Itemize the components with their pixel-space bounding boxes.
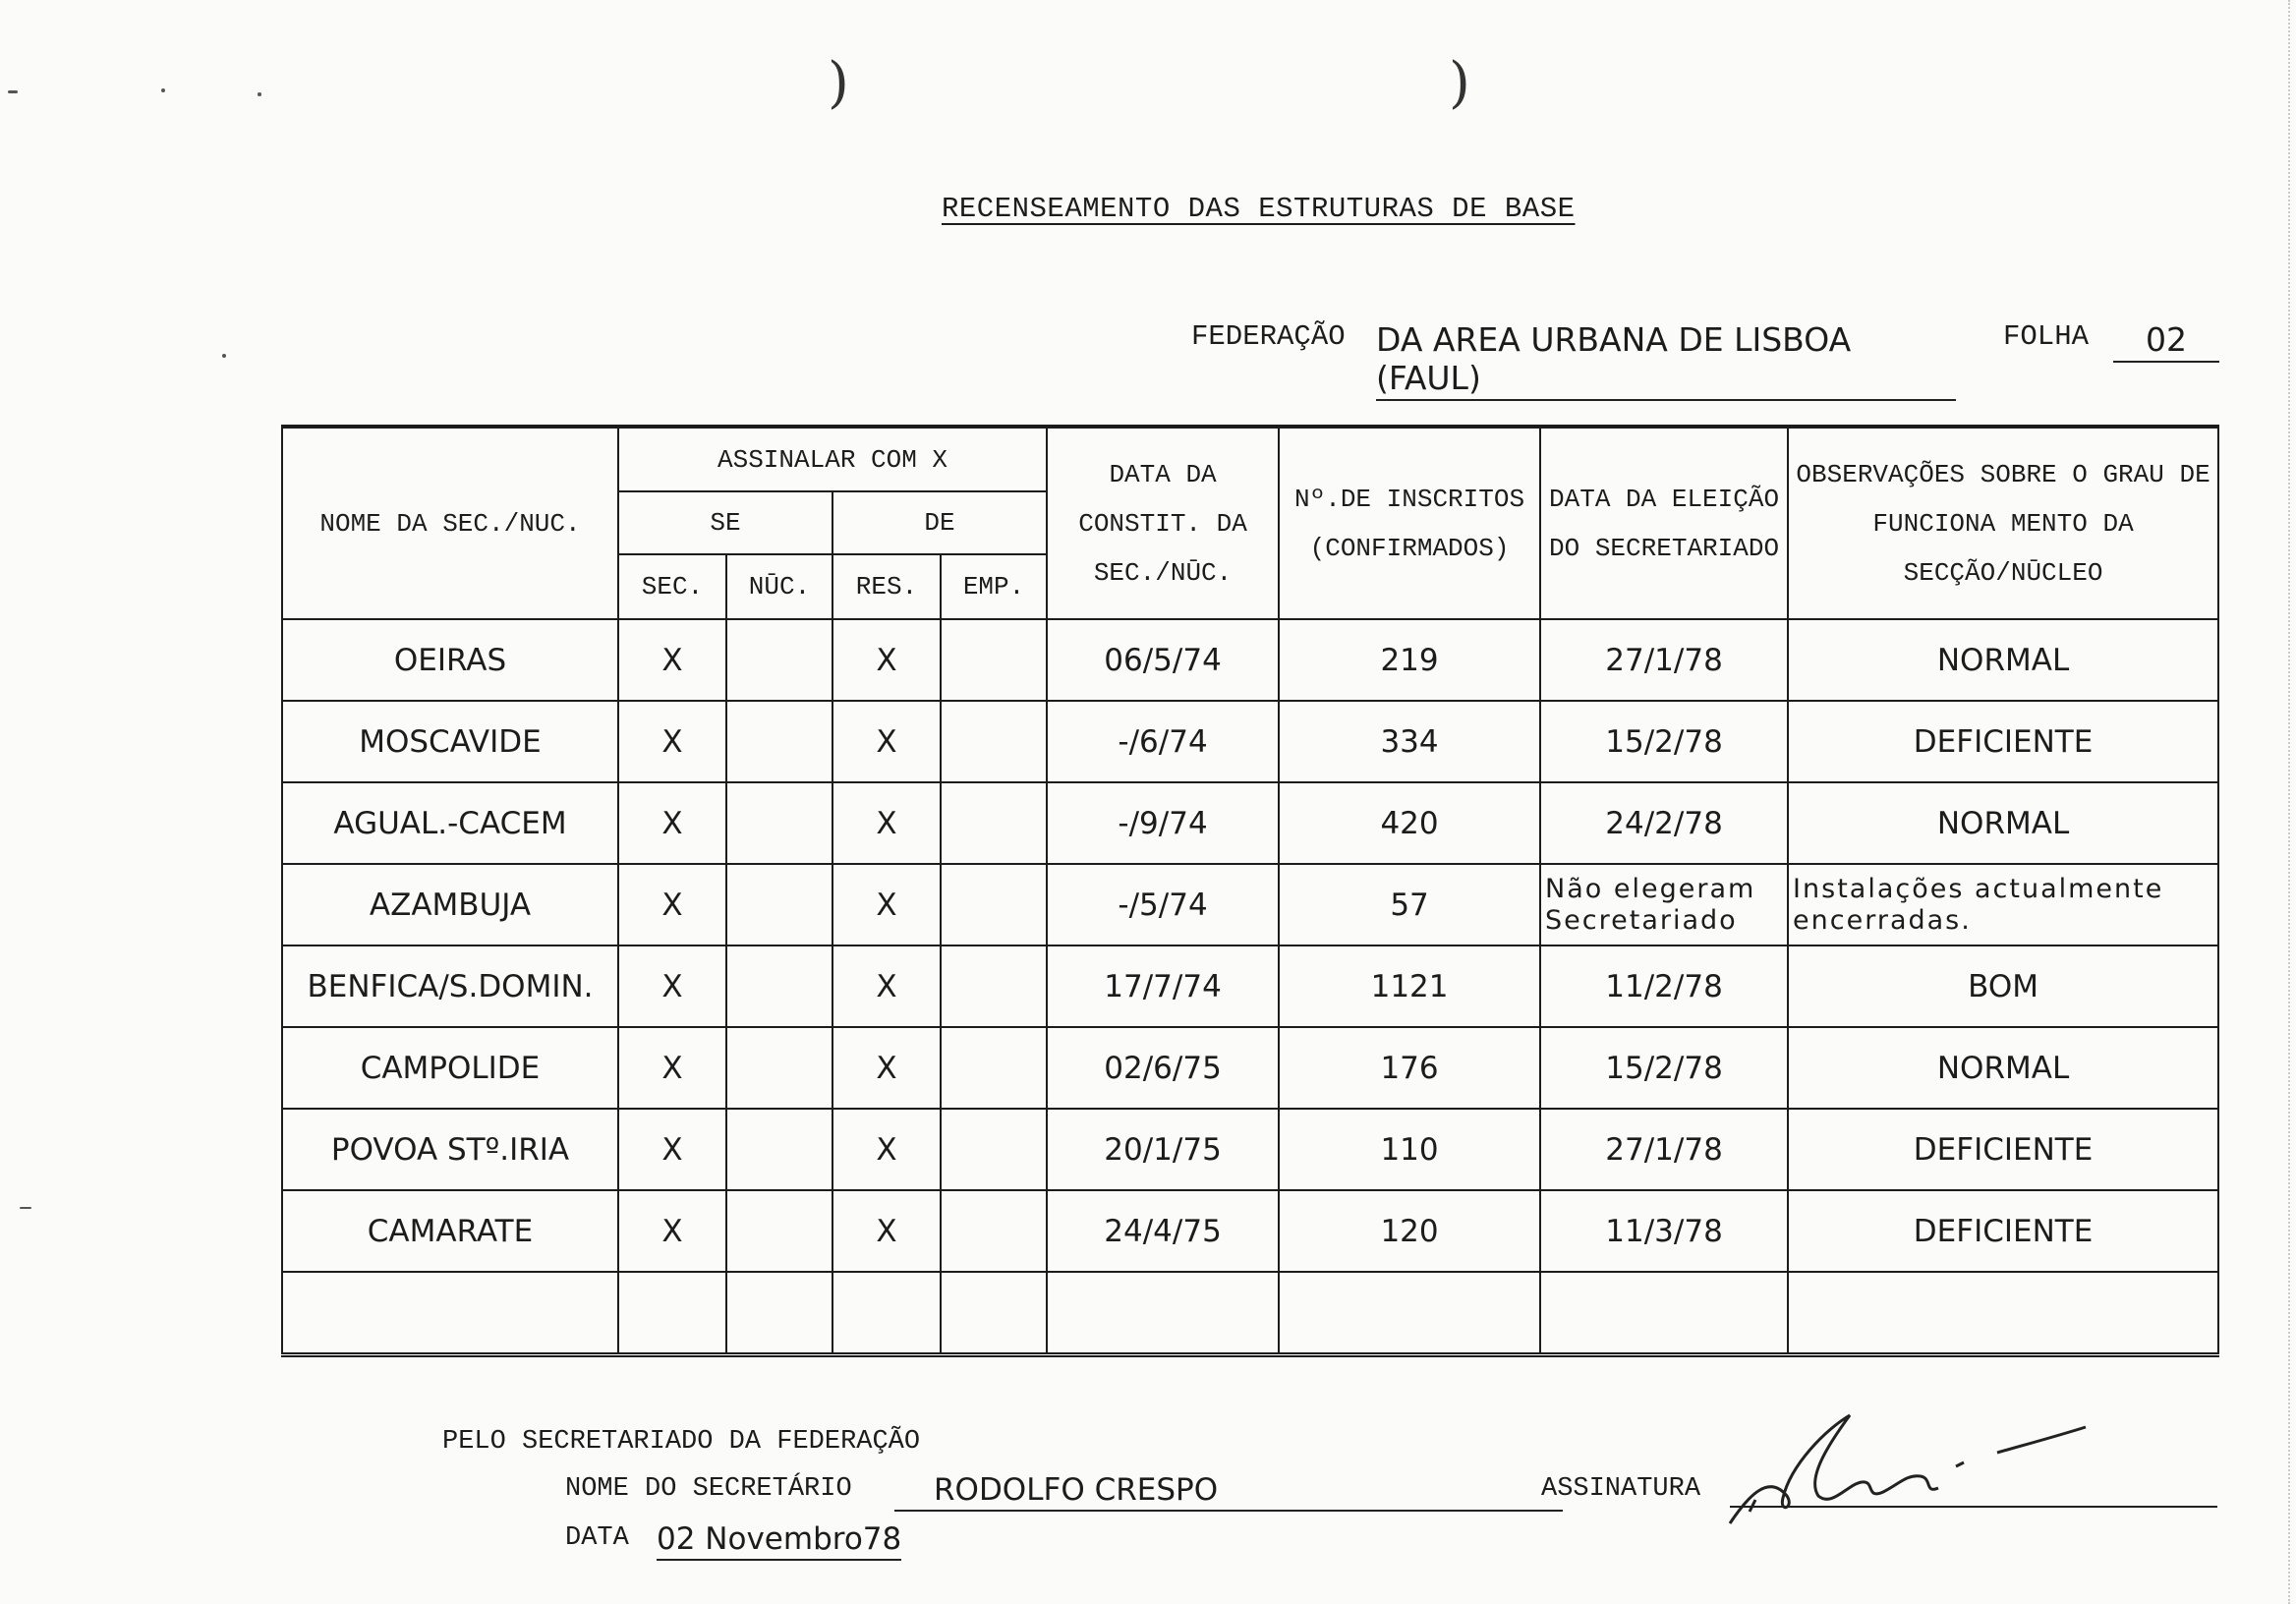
row-observacoes: BOM: [1788, 945, 2218, 1027]
row-data-eleicao: 15/2/78: [1540, 1027, 1788, 1109]
row-res: X: [832, 1109, 941, 1190]
row-sec: X: [618, 1190, 726, 1272]
table-row: [282, 1190, 2218, 1272]
federacao-label: FEDERAÇÃO: [1191, 320, 1346, 353]
row-inscritos: 420: [1279, 782, 1540, 864]
header-de: DE: [832, 491, 1047, 554]
row-res: X: [832, 945, 941, 1027]
empty-cell: [1788, 1272, 2218, 1355]
folha-label: FOLHA: [2003, 320, 2090, 353]
empty-cell: [832, 1272, 941, 1355]
row-nome: OEIRAS: [282, 619, 618, 701]
row-observacoes: DEFICIENTE: [1788, 1109, 2218, 1190]
row-observacoes: NORMAL: [1788, 782, 2218, 864]
table-row: [282, 782, 2218, 864]
row-nome: MOSCAVIDE: [282, 701, 618, 782]
row-nuc: [726, 1190, 832, 1272]
row-data-eleicao: 15/2/78: [1540, 701, 1788, 782]
nome-secretario-label: NOME DO SECRETÁRIO: [565, 1474, 852, 1504]
row-data-constit: 02/6/75: [1047, 1027, 1279, 1109]
table-row: [282, 619, 2218, 701]
row-nuc: [726, 864, 832, 945]
row-nome: CAMARATE: [282, 1190, 618, 1272]
row-nome: CAMPOLIDE: [282, 1027, 618, 1109]
row-inscritos: 1121: [1279, 945, 1540, 1027]
row-data-constit: 24/4/75: [1047, 1190, 1279, 1272]
scan-speck: [222, 354, 226, 358]
row-nome: AZAMBUJA: [282, 864, 618, 945]
row-res: X: [832, 701, 941, 782]
row-observacoes: DEFICIENTE: [1788, 701, 2218, 782]
row-observacoes: NORMAL: [1788, 619, 2218, 701]
row-emp: [941, 945, 1047, 1027]
row-inscritos: 219: [1279, 619, 1540, 701]
row-nome: POVOA STº.IRIA: [282, 1109, 618, 1190]
table-row-empty: [282, 1272, 2218, 1355]
page-edge: [2288, 0, 2290, 1604]
table-row: [282, 701, 2218, 782]
row-observacoes: Instalações actualmente encerradas.: [1788, 864, 2218, 945]
row-data-eleicao: 27/1/78: [1540, 619, 1788, 701]
row-nuc: [726, 619, 832, 701]
table-row: [282, 864, 2218, 945]
row-sec: X: [618, 782, 726, 864]
empty-cell: [726, 1272, 832, 1355]
row-observacoes: NORMAL: [1788, 1027, 2218, 1109]
row-nuc: [726, 1109, 832, 1190]
row-emp: [941, 1190, 1047, 1272]
row-observacoes: DEFICIENTE: [1788, 1190, 2218, 1272]
row-nuc: [726, 1027, 832, 1109]
row-inscritos: 120: [1279, 1190, 1540, 1272]
row-data-eleicao: Não elegeram Secretariado: [1540, 864, 1788, 945]
empty-cell: [941, 1272, 1047, 1355]
row-sec: X: [618, 864, 726, 945]
header-data-constit: DATA DA CONSTIT. DA SEC./NŪC.: [1047, 427, 1279, 619]
row-emp: [941, 864, 1047, 945]
scan-speck: [8, 90, 18, 93]
header-res: RES.: [832, 554, 941, 619]
pelo-secretariado-label: PELO SECRETARIADO DA FEDERAÇÃO: [442, 1427, 921, 1457]
row-emp: [941, 782, 1047, 864]
empty-cell: [1047, 1272, 1279, 1355]
empty-cell: [618, 1272, 726, 1355]
folha-value: 02: [2113, 320, 2219, 363]
row-inscritos: 110: [1279, 1109, 1540, 1190]
row-data-eleicao: 27/1/78: [1540, 1109, 1788, 1190]
row-data-eleicao: 11/3/78: [1540, 1190, 1788, 1272]
document-title: RECENSEAMENTO DAS ESTRUTURAS DE BASE: [942, 193, 1576, 225]
row-res: X: [832, 619, 941, 701]
federacao-value: DA AREA URBANA DE LISBOA (FAUL): [1376, 320, 1956, 401]
row-sec: X: [618, 945, 726, 1027]
row-emp: [941, 1109, 1047, 1190]
handwritten-signature: [1710, 1405, 2123, 1533]
row-emp: [941, 1027, 1047, 1109]
scan-speck: [161, 88, 165, 92]
data-value: 02 Novembro78: [657, 1521, 901, 1561]
punch-hole-right: ): [1449, 51, 1470, 115]
header-assinalar: ASSINALAR COM X: [618, 427, 1047, 491]
header-sec: SEC.: [618, 554, 726, 619]
row-data-constit: -/5/74: [1047, 864, 1279, 945]
row-inscritos: 334: [1279, 701, 1540, 782]
row-res: X: [832, 782, 941, 864]
row-inscritos: 176: [1279, 1027, 1540, 1109]
header-se: SE: [618, 491, 832, 554]
nome-secretario-value: RODOLFO CRESPO: [894, 1472, 1563, 1512]
header-nuc: NŪC.: [726, 554, 832, 619]
scan-speck: [20, 1207, 31, 1209]
punch-hole-left: ): [828, 51, 849, 115]
row-sec: X: [618, 1027, 726, 1109]
row-sec: X: [618, 619, 726, 701]
row-res: X: [832, 1190, 941, 1272]
row-data-eleicao: 11/2/78: [1540, 945, 1788, 1027]
empty-cell: [1279, 1272, 1540, 1355]
row-emp: [941, 619, 1047, 701]
table-row: [282, 1109, 2218, 1190]
row-res: X: [832, 1027, 941, 1109]
assinatura-label: ASSINATURA: [1541, 1474, 1701, 1504]
row-sec: X: [618, 1109, 726, 1190]
row-data-eleicao: 24/2/78: [1540, 782, 1788, 864]
header-inscritos: Nº.DE INSCRITOS (CONFIRMADOS): [1279, 427, 1540, 619]
header-nome: NOME DA SEC./NUC.: [282, 427, 618, 619]
header-observacoes: OBSERVAÇÕES SOBRE O GRAU DE FUNCIONA MENTO DA SECÇÃO/NŪCLEO: [1788, 427, 2218, 619]
row-nome: BENFICA/S.DOMIN.: [282, 945, 618, 1027]
row-nuc: [726, 945, 832, 1027]
scan-speck: [258, 92, 261, 96]
row-emp: [941, 701, 1047, 782]
empty-cell: [1540, 1272, 1788, 1355]
header-data-eleicao: DATA DA ELEIÇÃO DO SECRETARIADO: [1540, 427, 1788, 619]
row-data-constit: -/6/74: [1047, 701, 1279, 782]
row-res: X: [832, 864, 941, 945]
row-inscritos: 57: [1279, 864, 1540, 945]
table-row: [282, 1027, 2218, 1109]
row-sec: X: [618, 701, 726, 782]
header-emp: EMP.: [941, 554, 1047, 619]
row-nome: AGUAL.-CACEM: [282, 782, 618, 864]
row-nuc: [726, 701, 832, 782]
row-data-constit: 17/7/74: [1047, 945, 1279, 1027]
row-data-constit: -/9/74: [1047, 782, 1279, 864]
empty-cell: [282, 1272, 618, 1355]
row-data-constit: 06/5/74: [1047, 619, 1279, 701]
data-label: DATA: [565, 1523, 629, 1553]
table-row: [282, 945, 2218, 1027]
row-nuc: [726, 782, 832, 864]
row-data-constit: 20/1/75: [1047, 1109, 1279, 1190]
census-table: [281, 425, 2219, 1357]
